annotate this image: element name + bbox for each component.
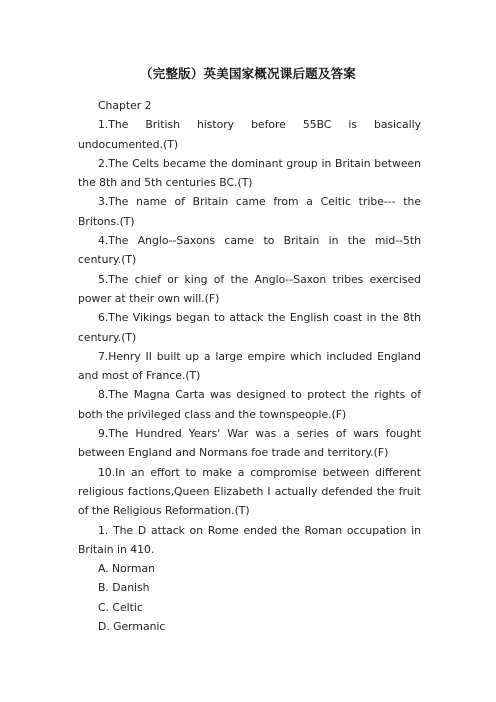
statement-4: 4.The Anglo--Saxons came to Britain in the mid--5th century.(T) xyxy=(78,234,421,267)
document-body xyxy=(78,96,421,636)
question-option-c: C. Celtic xyxy=(98,600,143,614)
statement-8: 8.The Magna Carta was designed to protect the rights of both the privileged class and the townspeople.(F) xyxy=(78,388,421,421)
statement-2: 2.The Celts became the dominant group in Britain between the 8th and 5th centuries BC.(T) xyxy=(78,156,421,190)
statement-10: 10.In an effort to make a compromise between different religious factions,Queen Elizabeth I actually defended the fruit of the Religious Reformation.(T) xyxy=(78,465,421,518)
question-option-d: D. Germanic xyxy=(98,620,166,634)
statement-7: 7.Henry II built up a large empire which included England and most of France.(T) xyxy=(78,349,421,383)
statement-9: 9.The Hundred Years' War was a series of wars fought between England and Normans foe trade and territory.(F) xyxy=(78,427,421,460)
statement-5: 5.The chief or king of the Anglo--Saxon tribes exercised power at their own will.(F) xyxy=(78,272,421,305)
statement-6: 6.The Vikings began to attack the English coast in the 8th century.(T) xyxy=(78,311,421,344)
document-title: （完整版）英美国家概况课后题及答案 xyxy=(140,66,356,81)
statement-1: 1.The British history before 55BC is basically undocumented.(T) xyxy=(78,118,421,151)
question-stem: 1. The D attack on Rome ended the Roman occupation in Britain in 410. xyxy=(78,523,421,556)
statement-3: 3.The name of Britain came from a Celtic tribe--- the Britons.(T) xyxy=(78,195,421,228)
question-option-a: A. Norman xyxy=(98,562,155,576)
question-option-b: B. Danish xyxy=(98,581,150,595)
chapter-heading: Chapter 2 xyxy=(98,99,152,112)
